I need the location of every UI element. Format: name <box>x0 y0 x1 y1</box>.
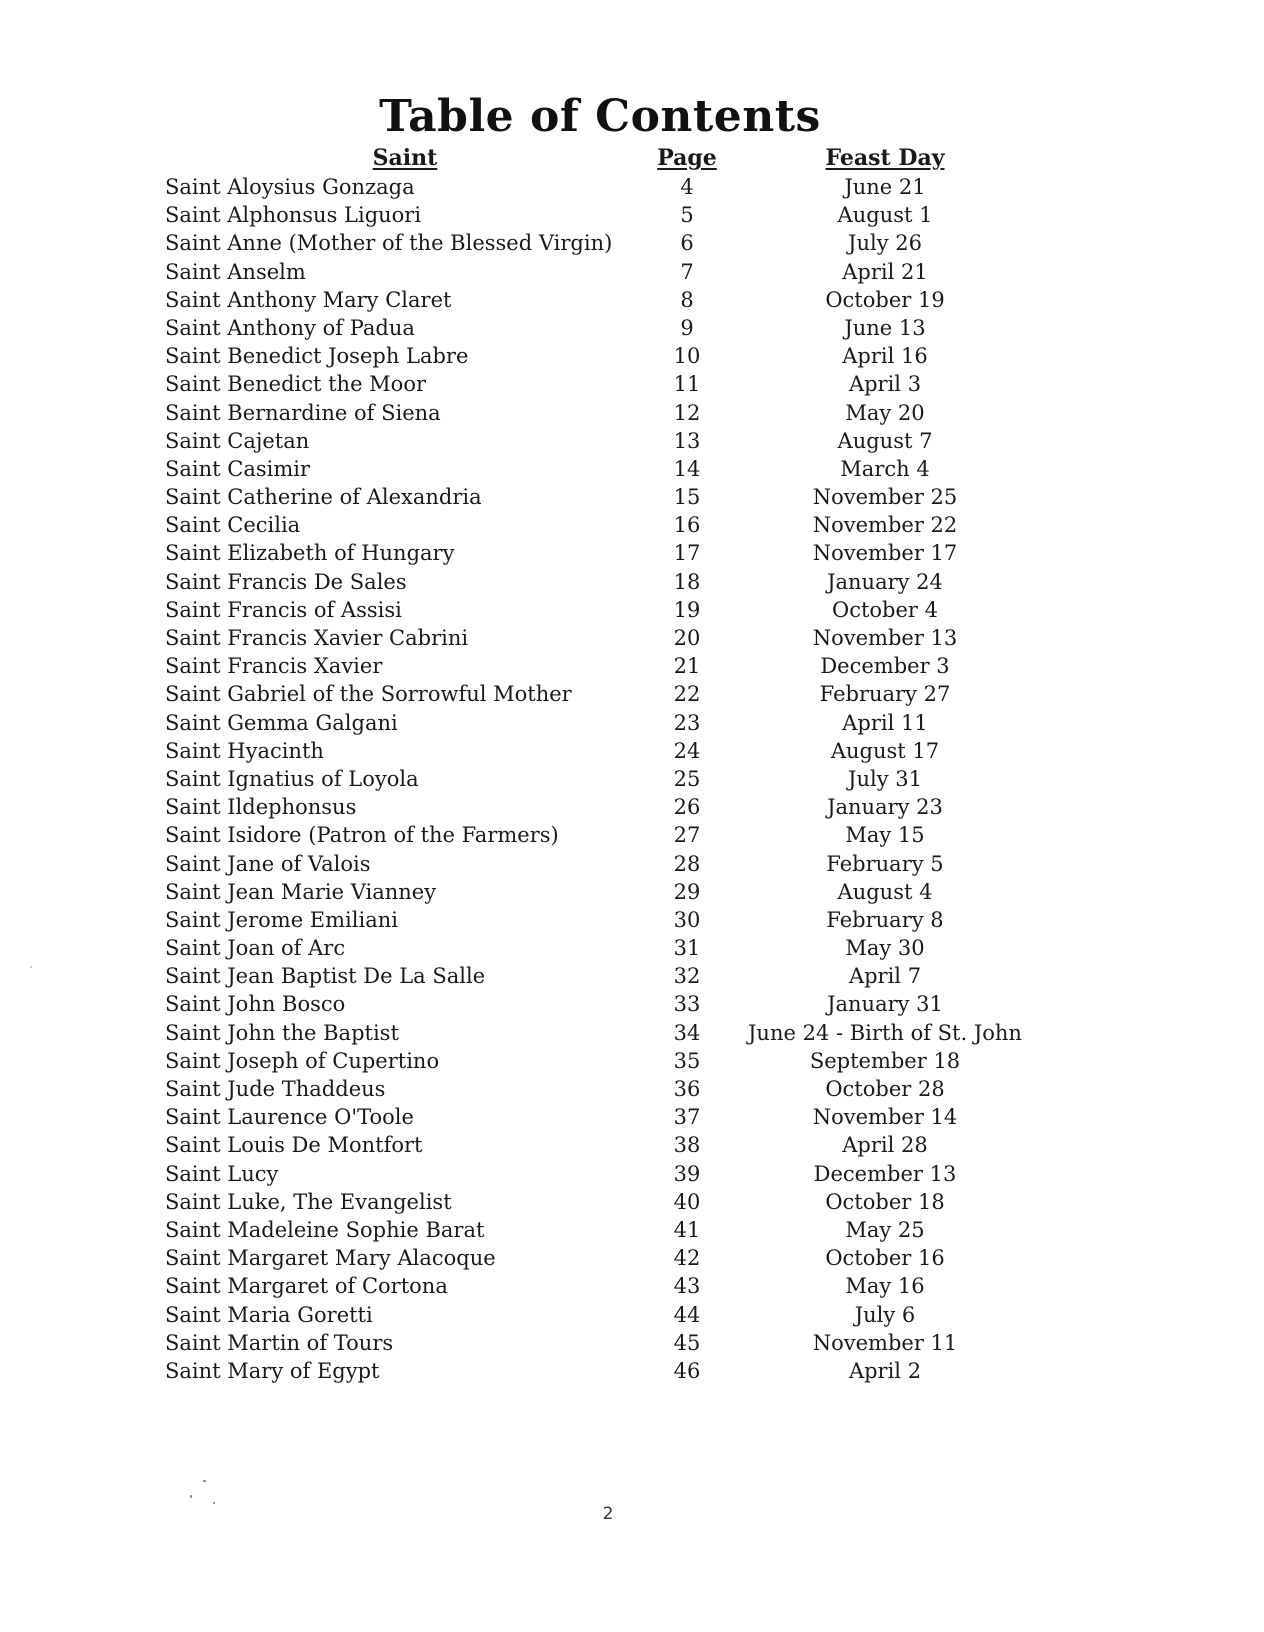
saint-name: Saint Francis Xavier Cabrini <box>165 626 469 650</box>
page-number-cell: 25 <box>673 766 701 791</box>
feast-day: August 4 <box>837 879 933 904</box>
page-number-cell: 21 <box>673 654 701 679</box>
page-number-cell: 30 <box>673 907 701 932</box>
page-number-cell: 20 <box>673 626 701 650</box>
saint-name: Saint Joan of Arc <box>165 936 346 961</box>
feast-day: July 31 <box>848 766 922 791</box>
feast-day: October 16 <box>825 1246 945 1271</box>
page-number-cell: 45 <box>673 1330 701 1355</box>
feast-day: October 19 <box>825 287 945 312</box>
table-row <box>165 1160 1065 1188</box>
page-number-cell: 8 <box>680 287 694 312</box>
feast-day: August 1 <box>837 203 933 228</box>
saint-name: Saint Benedict Joseph Labre <box>165 344 469 369</box>
page-number-cell: 39 <box>673 1161 701 1186</box>
table-row <box>165 399 1065 427</box>
saint-name: Saint Benedict the Moor <box>165 372 427 397</box>
table-row <box>165 1131 1065 1159</box>
feast-day: May 16 <box>845 1274 925 1299</box>
page-number-cell: 43 <box>673 1274 701 1299</box>
table-row <box>165 737 1065 765</box>
saint-name: Saint Luke, The Evangelist <box>165 1189 452 1214</box>
feast-day: June 21 <box>844 175 926 199</box>
header-saint: Saint <box>372 145 438 171</box>
page-number-cell: 17 <box>673 541 701 566</box>
saint-name: Saint Isidore (Patron of the Farmers) <box>165 823 559 848</box>
table-row <box>165 258 1065 286</box>
page-number-cell: 29 <box>673 879 701 904</box>
feast-day: April 28 <box>842 1133 928 1158</box>
saint-name: Saint Joseph of Cupertino <box>165 1048 440 1073</box>
saint-name: Saint Jude Thaddeus <box>165 1077 386 1101</box>
feast-day: June 13 <box>844 315 926 340</box>
feast-day: November 14 <box>812 1105 958 1130</box>
feast-day: February 27 <box>819 682 951 707</box>
page-number-cell: 4 <box>680 175 694 199</box>
feast-day: November 25 <box>812 485 958 510</box>
saint-name: Saint Bernardine of Siena <box>165 400 441 425</box>
feast-day: February 8 <box>826 907 944 932</box>
saint-name: Saint Ignatius of Loyola <box>165 766 419 791</box>
feast-day: May 25 <box>845 1217 925 1242</box>
feast-day: April 16 <box>842 344 928 369</box>
page-number-cell: 10 <box>673 344 701 369</box>
feast-day: December 3 <box>820 654 950 679</box>
table-row <box>165 990 1065 1018</box>
feast-day: February 5 <box>826 851 944 876</box>
saint-name: Saint Gemma Galgani <box>165 710 398 735</box>
table-header-row <box>165 143 1065 173</box>
saint-name: Saint Martin of Tours <box>165 1330 394 1355</box>
saint-name: Saint Casimir <box>165 456 311 481</box>
table-row <box>165 427 1065 455</box>
feast-day: April 3 <box>848 372 922 397</box>
table-row <box>165 173 1065 201</box>
page-number-cell: 23 <box>673 710 701 735</box>
saint-name: Saint Francis Xavier <box>165 654 383 679</box>
feast-day: November 11 <box>812 1330 958 1355</box>
saint-name: Saint Anthony Mary Claret <box>165 287 452 312</box>
header-saint-cell <box>165 143 645 173</box>
table-row <box>165 1075 1065 1103</box>
table-row <box>165 680 1065 708</box>
page-number-cell: 40 <box>673 1189 701 1214</box>
saint-name: Saint Mary of Egypt <box>165 1358 380 1383</box>
saint-name: Saint Jean Baptist De La Salle <box>165 964 486 989</box>
page-number-cell: 32 <box>673 964 701 989</box>
scan-speck <box>30 966 32 968</box>
feast-day: May 15 <box>845 823 925 848</box>
page-number-cell: 36 <box>673 1077 701 1101</box>
saint-name: Saint Margaret of Cortona <box>165 1274 448 1299</box>
saint-name: Saint Laurence O'Toole <box>165 1105 414 1130</box>
feast-day: January 23 <box>827 795 943 820</box>
table-body <box>165 173 1065 1385</box>
saint-name: Saint Anthony of Padua <box>165 315 415 340</box>
header-feast-cell <box>745 143 1025 173</box>
page-number-cell: 33 <box>673 992 701 1017</box>
page-number-cell: 24 <box>673 738 701 763</box>
saint-name: Saint Catherine of Alexandria <box>165 485 482 510</box>
page-number-cell: 5 <box>680 203 694 228</box>
page-number-cell: 16 <box>673 513 701 538</box>
table-row <box>165 370 1065 398</box>
table-row <box>165 1047 1065 1075</box>
feast-day: May 20 <box>845 400 925 425</box>
table-row <box>165 793 1065 821</box>
table-row <box>165 229 1065 257</box>
table-row <box>165 765 1065 793</box>
page-number-cell: 15 <box>673 485 701 510</box>
table-row <box>165 1216 1065 1244</box>
table-row <box>165 1272 1065 1300</box>
feast-day: April 21 <box>842 259 928 284</box>
table-row <box>165 709 1065 737</box>
page-number-cell: 6 <box>680 231 694 256</box>
table-row <box>165 878 1065 906</box>
feast-day: April 7 <box>848 964 922 989</box>
table-row <box>165 596 1065 624</box>
feast-day: October 4 <box>831 597 938 622</box>
page-number-cell: 11 <box>673 372 701 397</box>
header-page-cell <box>647 143 727 173</box>
table-row <box>165 455 1065 483</box>
feast-day: October 18 <box>825 1189 945 1214</box>
table-row <box>165 539 1065 567</box>
table-row <box>165 1244 1065 1272</box>
saint-name: Saint Francis De Sales <box>165 569 407 594</box>
page-number-cell: 14 <box>673 456 701 481</box>
page-number-cell: 37 <box>673 1105 701 1130</box>
page-number-cell: 22 <box>673 682 701 707</box>
saint-name: Saint Cajetan <box>165 428 310 453</box>
saint-name: Saint Hyacinth <box>165 738 324 763</box>
header-page: Page <box>657 145 717 171</box>
feast-day: November 17 <box>812 541 958 566</box>
table-row <box>165 511 1065 539</box>
feast-day: December 13 <box>813 1161 957 1186</box>
feast-day: April 11 <box>842 710 928 735</box>
feast-day: April 2 <box>848 1358 922 1383</box>
table-row <box>165 962 1065 990</box>
feast-day: August 17 <box>830 738 940 763</box>
page-number-cell: 19 <box>673 597 701 622</box>
page-number-cell: 38 <box>673 1133 701 1158</box>
table-row <box>165 1188 1065 1216</box>
saint-name: Saint Jerome Emiliani <box>165 907 398 932</box>
page-number: 2 <box>602 1504 614 1524</box>
table-row <box>165 1301 1065 1329</box>
saint-name: Saint Gabriel of the Sorrowful Mother <box>165 682 572 707</box>
table-row <box>165 1019 1065 1047</box>
page-number-cell: 41 <box>673 1217 701 1242</box>
page-number-cell: 34 <box>673 1020 701 1045</box>
table-row <box>165 850 1065 878</box>
feast-day: June 24 - Birth of St. John <box>748 1020 1022 1045</box>
scan-speck <box>213 1502 215 1504</box>
page-number-cell: 42 <box>673 1246 701 1271</box>
page-number-cell: 18 <box>673 569 701 594</box>
page-number-cell: 9 <box>680 315 694 340</box>
scan-speck <box>203 1480 206 1482</box>
feast-day: November 22 <box>812 513 958 538</box>
page-number-cell: 7 <box>680 259 694 284</box>
feast-day: January 24 <box>827 569 943 594</box>
page-number-cell: 46 <box>673 1358 701 1383</box>
saint-name: Saint Margaret Mary Alacoque <box>165 1246 496 1271</box>
saint-name: Saint Francis of Assisi <box>165 597 402 622</box>
saint-name: Saint Alphonsus Liguori <box>165 203 422 228</box>
page-number-cell: 31 <box>673 936 701 961</box>
page-number-cell: 26 <box>673 795 701 820</box>
saint-name: Saint John the Baptist <box>165 1020 399 1045</box>
table-row <box>165 934 1065 962</box>
feast-day: November 13 <box>812 626 958 650</box>
feast-day: August 7 <box>837 428 933 453</box>
table-row <box>165 286 1065 314</box>
saint-name: Saint Elizabeth of Hungary <box>165 541 455 566</box>
page-number-cell: 44 <box>673 1302 701 1327</box>
saint-name: Saint Ildephonsus <box>165 795 357 820</box>
table-row <box>165 483 1065 511</box>
table-row <box>165 652 1065 680</box>
page-title: Table of Contents <box>379 91 821 143</box>
saint-name: Saint John Bosco <box>165 992 346 1017</box>
page-number-cell: 35 <box>673 1048 701 1073</box>
saint-name: Saint Anselm <box>165 259 306 284</box>
saint-name: Saint Jean Marie Vianney <box>165 879 437 904</box>
feast-day: January 31 <box>827 992 943 1017</box>
page-number-cell: 12 <box>673 400 701 425</box>
feast-day: July 26 <box>848 231 922 256</box>
table-row <box>165 1357 1065 1385</box>
page-number-cell: 28 <box>673 851 701 876</box>
table-row <box>165 314 1065 342</box>
saint-name: Saint Louis De Montfort <box>165 1133 423 1158</box>
scan-speck <box>190 1495 192 1498</box>
feast-day: May 30 <box>845 936 925 961</box>
feast-day: September 18 <box>809 1048 961 1073</box>
table-row <box>165 624 1065 652</box>
table-row <box>165 342 1065 370</box>
saint-name: Saint Jane of Valois <box>165 851 371 876</box>
saint-name: Saint Cecilia <box>165 513 301 538</box>
feast-day: July 6 <box>854 1302 916 1327</box>
page-number-cell: 13 <box>673 428 701 453</box>
page-number-cell: 27 <box>673 823 701 848</box>
header-feast-day: Feast Day <box>825 145 945 171</box>
saint-name: Saint Madeleine Sophie Barat <box>165 1217 485 1242</box>
table-row <box>165 821 1065 849</box>
table-row <box>165 906 1065 934</box>
table-of-contents <box>165 143 1065 1385</box>
saint-name: Saint Maria Goretti <box>165 1302 373 1327</box>
table-row <box>165 201 1065 229</box>
saint-name: Saint Aloysius Gonzaga <box>165 175 415 199</box>
feast-day: October 28 <box>825 1077 945 1101</box>
table-row <box>165 1329 1065 1357</box>
table-row <box>165 1103 1065 1131</box>
feast-day: March 4 <box>840 456 930 481</box>
saint-name: Saint Anne (Mother of the Blessed Virgin) <box>165 231 613 256</box>
table-row <box>165 568 1065 596</box>
saint-name: Saint Lucy <box>165 1161 279 1186</box>
